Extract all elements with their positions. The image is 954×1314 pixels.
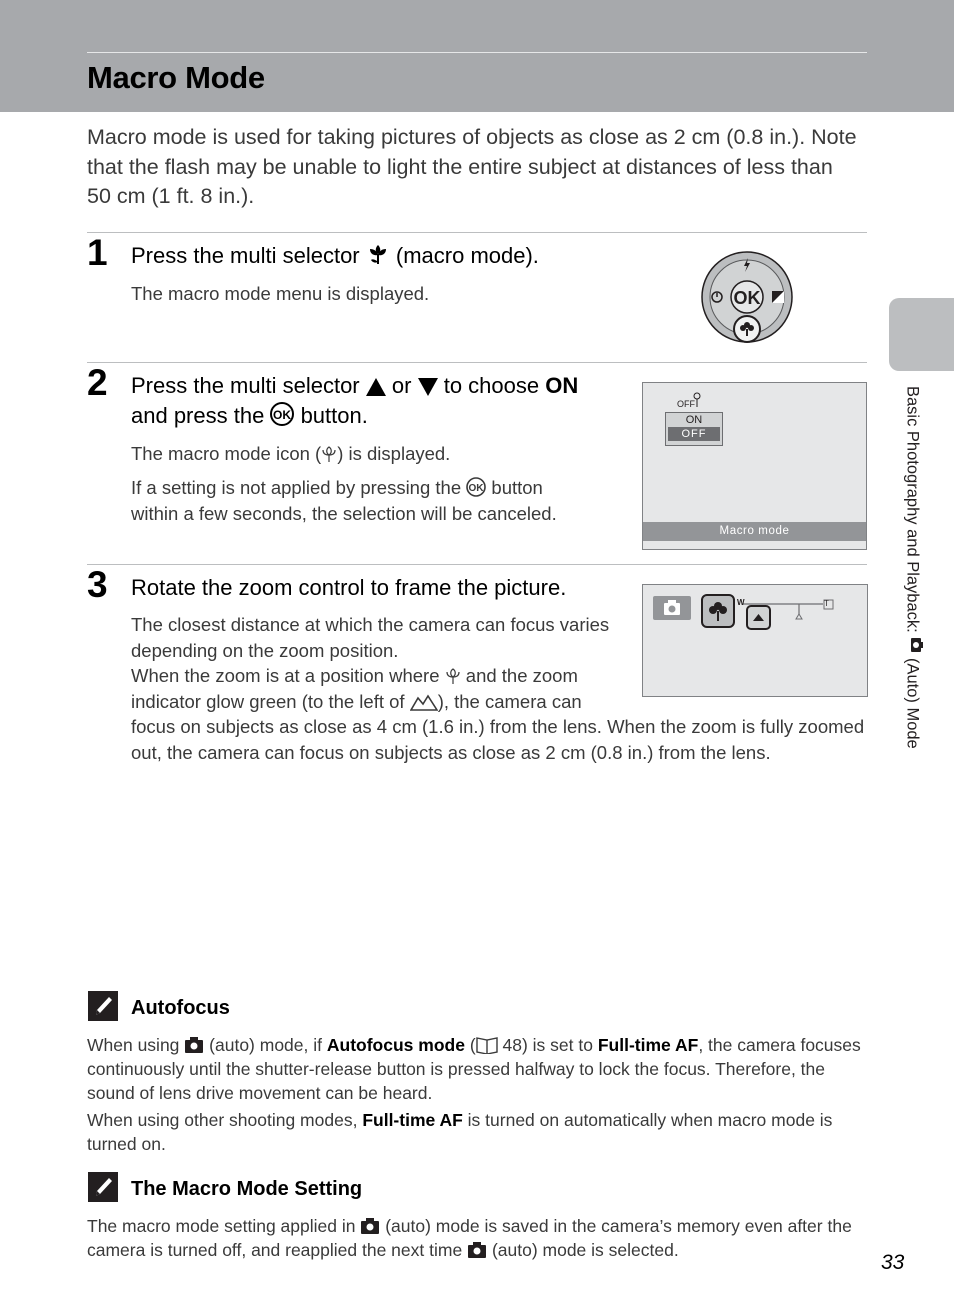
step-text: The macro mode menu is displayed. bbox=[131, 283, 430, 304]
svg-text:OFF: OFF bbox=[677, 399, 695, 409]
side-tab bbox=[889, 298, 954, 371]
camera-icon bbox=[184, 1036, 204, 1054]
menu-option-off[interactable]: OFF bbox=[668, 427, 720, 441]
camera-icon bbox=[909, 637, 925, 653]
book-reference-icon bbox=[476, 1036, 498, 1054]
auto-mode-badge bbox=[653, 596, 691, 620]
macro-off-icon bbox=[677, 391, 703, 409]
step-heading: Press the multi selector (macro mode). bbox=[131, 243, 539, 268]
header-rule bbox=[87, 52, 867, 53]
step-divider bbox=[87, 362, 867, 363]
intro-paragraph: Macro mode is used for taking pictures of objects as close as 2 cm (0.8 in.). Note that the flash may be unable to light the entire subject at distances of less than 50 cm (1 ft. 8 in.). bbox=[87, 125, 857, 208]
step-heading: Press the multi selector or to choose ON and press the OK button. bbox=[131, 373, 579, 428]
screen-caption: Macro mode bbox=[643, 522, 866, 541]
step-divider bbox=[87, 564, 867, 565]
note-title: Autofocus bbox=[131, 997, 230, 1019]
page-title: Macro Mode bbox=[87, 60, 265, 95]
mountain-icon bbox=[748, 607, 769, 628]
page-number: 33 bbox=[881, 1251, 905, 1274]
camera-icon bbox=[653, 596, 691, 620]
zoom-w-label: W bbox=[737, 598, 745, 607]
macro-indicator bbox=[701, 594, 735, 628]
note-pencil-icon bbox=[88, 991, 118, 1021]
svg-text:OK: OK bbox=[273, 408, 292, 422]
note-title: The Macro Mode Setting bbox=[131, 1178, 363, 1200]
multi-selector-figure bbox=[700, 250, 796, 346]
macro-flower-icon bbox=[366, 242, 390, 266]
ok-button-label: OK bbox=[733, 288, 761, 308]
step-number: 1 bbox=[87, 232, 108, 273]
step-number: 2 bbox=[87, 362, 108, 403]
zoom-macro-marker bbox=[746, 605, 771, 630]
step-text: focus on subjects as close as 4 cm (1.6 in.) from the lens. When the zoom is fully zoomed out, the camera can focus on subjects as close as 2 cm (0.8 in.) from the lens. bbox=[131, 716, 865, 763]
zoom-t-label: T bbox=[824, 599, 829, 608]
down-arrow-icon bbox=[418, 378, 438, 396]
ok-button-icon bbox=[270, 402, 294, 426]
macro-flower-icon bbox=[445, 667, 461, 685]
mountain-icon bbox=[410, 693, 438, 711]
svg-text:OK: OK bbox=[468, 483, 484, 494]
camera-icon bbox=[360, 1217, 380, 1235]
ok-button-icon bbox=[466, 477, 486, 497]
up-arrow-icon bbox=[366, 378, 386, 396]
macro-flower-icon bbox=[703, 596, 733, 626]
note-paragraph: The macro mode setting applied in (auto) mode is saved in the camera’s memory even after the camera is turned off, and reapplied the next time (auto) mode is selected. bbox=[87, 1216, 852, 1260]
step-text: When the zoom is at a position where and the zoom indicator glow green (to the left of ), the camera can bbox=[131, 665, 582, 712]
note-pencil-icon bbox=[88, 1172, 118, 1202]
macro-flower-icon bbox=[321, 445, 337, 463]
step-heading: Rotate the zoom control to frame the picture. bbox=[131, 575, 567, 600]
menu-option-on[interactable]: ON bbox=[685, 414, 703, 426]
step-text: If a setting is not applied by pressing the OK button within a few seconds, the selection will be canceled. bbox=[131, 477, 557, 524]
step-text: The macro mode icon ( ) is displayed. bbox=[131, 443, 451, 464]
step-number: 3 bbox=[87, 564, 108, 605]
side-tab-label: Basic Photography and Playback: (Auto) Mode bbox=[907, 386, 925, 796]
note-paragraph: When using (auto) mode, if Autofocus mode ( 48) is set to Full-time AF, the camera focuses continuously until the shutter-release button is pressed halfway to lock the focus. Therefore, the sound of lens drive movement can be heard. bbox=[87, 1035, 861, 1103]
camera-icon bbox=[467, 1241, 487, 1259]
step-divider bbox=[87, 232, 867, 233]
macro-menu-box bbox=[665, 412, 723, 446]
camera-screen-zoom bbox=[642, 584, 868, 697]
step-text: The closest distance at which the camera can focus varies depending on the zoom position. bbox=[131, 614, 610, 661]
note-paragraph: When using other shooting modes, Full-time AF is turned on automatically when macro mode is turned on. bbox=[87, 1110, 833, 1154]
camera-screen-macro-menu bbox=[642, 382, 867, 550]
